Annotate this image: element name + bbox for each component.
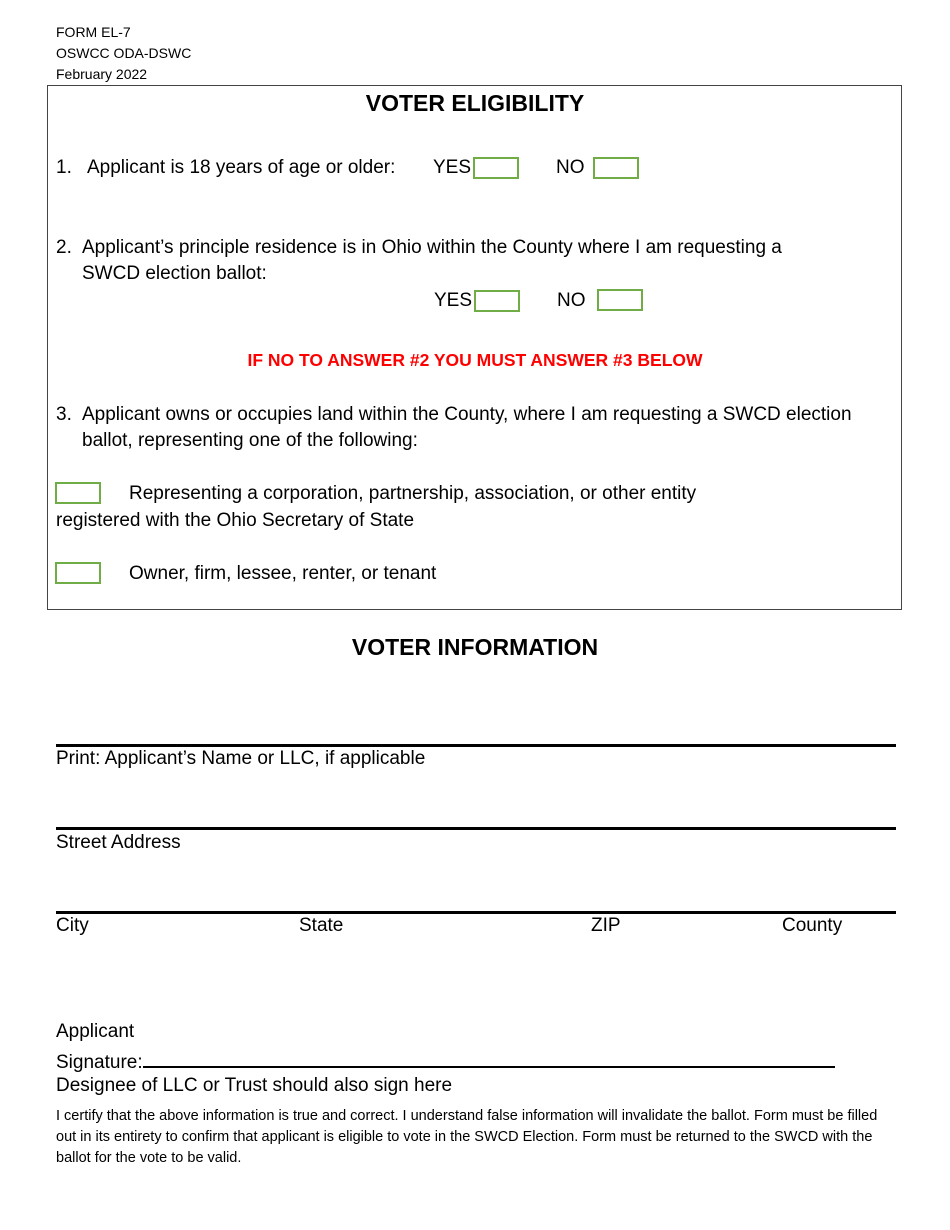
q1-yes-checkbox[interactable] — [473, 157, 519, 179]
information-title: VOTER INFORMATION — [351, 634, 599, 660]
answer-3-warning: IF NO TO ANSWER #2 YOU MUST ANSWER #3 BELOW — [247, 350, 703, 370]
q1-no-checkbox[interactable] — [593, 157, 639, 179]
certification-text: I certify that the above information is true and correct. I understand false information will invalidate the ballot. Form must be filled out in its entirety to confirm that applicant is eligible to vote in the SWCD Election. Form must be returned to the SWCD with the ballot for the vote to be valid. — [56, 1108, 878, 1166]
form-agency: OSWCC ODA-DSWC — [56, 45, 192, 61]
city-state-zip-field-line[interactable] — [56, 911, 896, 914]
q2-no-checkbox[interactable] — [597, 289, 643, 311]
q3-text-line1: Applicant owns or occupies land within the County, where I am requesting a SWCD election — [82, 404, 852, 425]
name-field-line[interactable] — [56, 744, 896, 747]
state-label: State — [299, 915, 344, 936]
q3-entity-option-line1: Representing a corporation, partnership, association, or other entity — [129, 483, 697, 504]
name-label: Print: Applicant’s Name or LLC, if applicable — [56, 748, 426, 769]
q3-owner-option: Owner, firm, lessee, renter, or tenant — [129, 563, 437, 584]
q3-entity-option-line2: registered with the Ohio Secretary of State — [56, 510, 415, 531]
city-label: City — [56, 915, 89, 936]
signature-row — [56, 1048, 835, 1074]
q2-yes-label: YES — [434, 290, 473, 311]
street-label: Street Address — [56, 832, 181, 853]
zip-label: ZIP — [591, 915, 621, 936]
signature-label-line2: Signature: — [56, 1052, 143, 1073]
q2-number: 2. — [56, 237, 72, 258]
q1-no-label: NO — [556, 157, 585, 178]
form-date: February 2022 — [56, 66, 148, 82]
q1-text: Applicant is 18 years of age or older: — [87, 157, 396, 178]
signature-label-line1: Applicant — [56, 1021, 135, 1042]
q1-yes-label: YES — [433, 157, 472, 178]
q2-text-line1: Applicant’s principle residence is in Ohio within the County where I am requesting a — [82, 237, 782, 258]
q2-yes-checkbox[interactable] — [474, 290, 520, 312]
q2-no-label: NO — [557, 290, 586, 311]
q3-text-line2: ballot, representing one of the following: — [82, 430, 418, 451]
eligibility-title: VOTER ELIGIBILITY — [365, 90, 585, 116]
street-field-line[interactable] — [56, 827, 896, 830]
signature-field[interactable] — [143, 1048, 835, 1068]
designee-note: Designee of LLC or Trust should also sign here — [56, 1075, 453, 1096]
q3-owner-checkbox[interactable] — [55, 562, 101, 584]
q1-number: 1. — [56, 157, 72, 178]
form-id: FORM EL-7 — [56, 24, 131, 40]
q3-entity-checkbox[interactable] — [55, 482, 101, 504]
q3-number: 3. — [56, 404, 72, 425]
county-label: County — [782, 915, 843, 936]
q2-text-line2: SWCD election ballot: — [82, 263, 267, 284]
